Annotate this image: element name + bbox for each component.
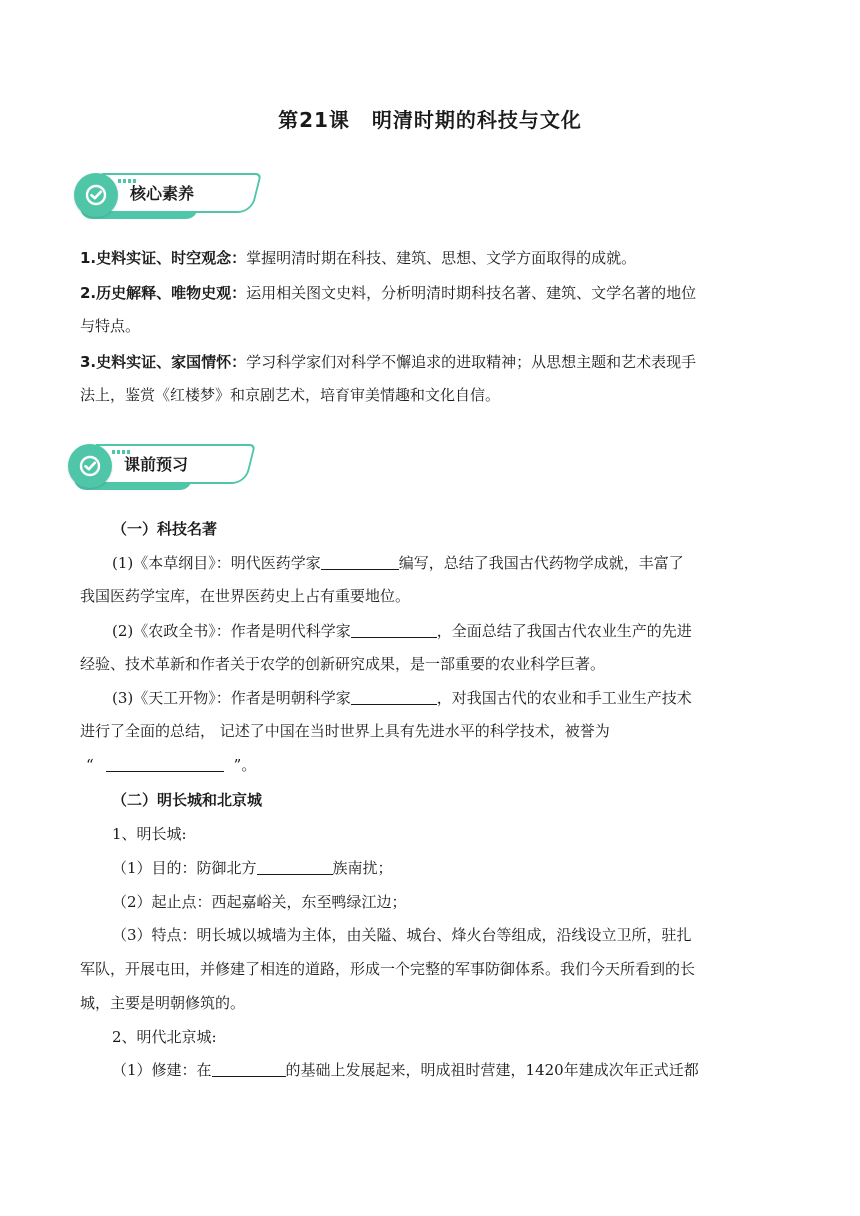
part1-heading: （一）科技名著 [112, 520, 218, 538]
item-tiangong-cont: 进行了全面的总结， 记述了中国在当时世界上具有先进水平的科学技术，被誉为 [80, 722, 610, 740]
wall-feature-cont1: 军队，开展屯田，并修建了相连的道路，形成一个完整的军事防御体系。我们今天所看到的长 [80, 960, 696, 978]
item-nongzheng: (2)《农政全书》：作者是明代科学家 ，全面总结了我国古代农业生产的先进 [112, 622, 692, 640]
fill-blank[interactable] [212, 1060, 286, 1077]
core-item-2-cont: 与特点。 [80, 317, 141, 335]
banner-dots [112, 439, 136, 443]
lesson-name: 明清时期的科技与文化 [371, 108, 582, 132]
fill-blank[interactable] [351, 621, 437, 638]
wall-feature: （3）特点：明长城以城墙为主体，由关隘、城台、烽火台等组成，沿线设立卫所，驻扎 [112, 926, 692, 944]
fill-blank[interactable] [257, 858, 333, 875]
check-circle-icon [68, 444, 112, 488]
item-bencao: (1)《本草纲目》：明代医药学家 编写，总结了我国古代药物学成就，丰富了 [112, 554, 684, 572]
wall-range: （2）起止点：西起嘉峪关，东至鸭绿江边； [112, 893, 407, 911]
page-title [0, 104, 860, 133]
beijing-title: 2、明代北京城: [112, 1028, 217, 1046]
core-item-2: 2.历史解释、唯物史观：运用相关图文史料，分析明清时期科技名著、建筑、文学名著的地位 [80, 284, 697, 302]
wall-feature-cont2: 城，主要是明朝修筑的。 [80, 994, 246, 1012]
core-item-3-cont: 法上，鉴赏《红楼梦》和京剧艺术，培育审美情趣和文化自信。 [80, 386, 501, 404]
wall-purpose: （1）目的：防御北方 族南扰； [112, 859, 393, 877]
section-label: 课前预习 [124, 455, 189, 474]
fill-blank[interactable] [351, 688, 437, 705]
core-item-3: 3.史料实证、家国情怀：学习科学家们对科学不懈追求的进取精神；从思想主题和艺术表现手 [80, 353, 697, 371]
core-item-1: 1.史料实证、时空观念：掌握明清时期在科技、建筑、思想、文学方面取得的成就。 [80, 249, 637, 267]
part2-heading: （二）明长城和北京城 [112, 791, 263, 809]
section-label: 核心素养 [130, 184, 195, 203]
fill-blank[interactable] [106, 755, 224, 772]
check-circle-icon [74, 173, 118, 217]
item-tiangong: (3)《天工开物》：作者是明朝科学家 ，对我国古代的农业和手工业生产技术 [112, 689, 692, 707]
item-tiangong-quote: “ ”。 [86, 756, 257, 774]
beijing-build: （1）修建：在 的基础上发展起来，明成祖时营建，1420年建成次年正式迁都 [112, 1061, 699, 1079]
item-nongzheng-cont: 经验、技术革新和作者关于农学的创新研究成果，是一部重要的农业科学巨著。 [80, 655, 606, 673]
banner-dots [118, 168, 142, 172]
item-bencao-cont: 我国医药学宝库，在世界医药史上占有重要地位。 [80, 587, 411, 605]
lesson-number: 第21课 [278, 108, 350, 132]
great-wall-title: 1、明长城: [112, 825, 187, 843]
section-banner-core [74, 173, 256, 221]
fill-blank[interactable] [321, 553, 399, 570]
section-banner-preview [68, 444, 250, 492]
